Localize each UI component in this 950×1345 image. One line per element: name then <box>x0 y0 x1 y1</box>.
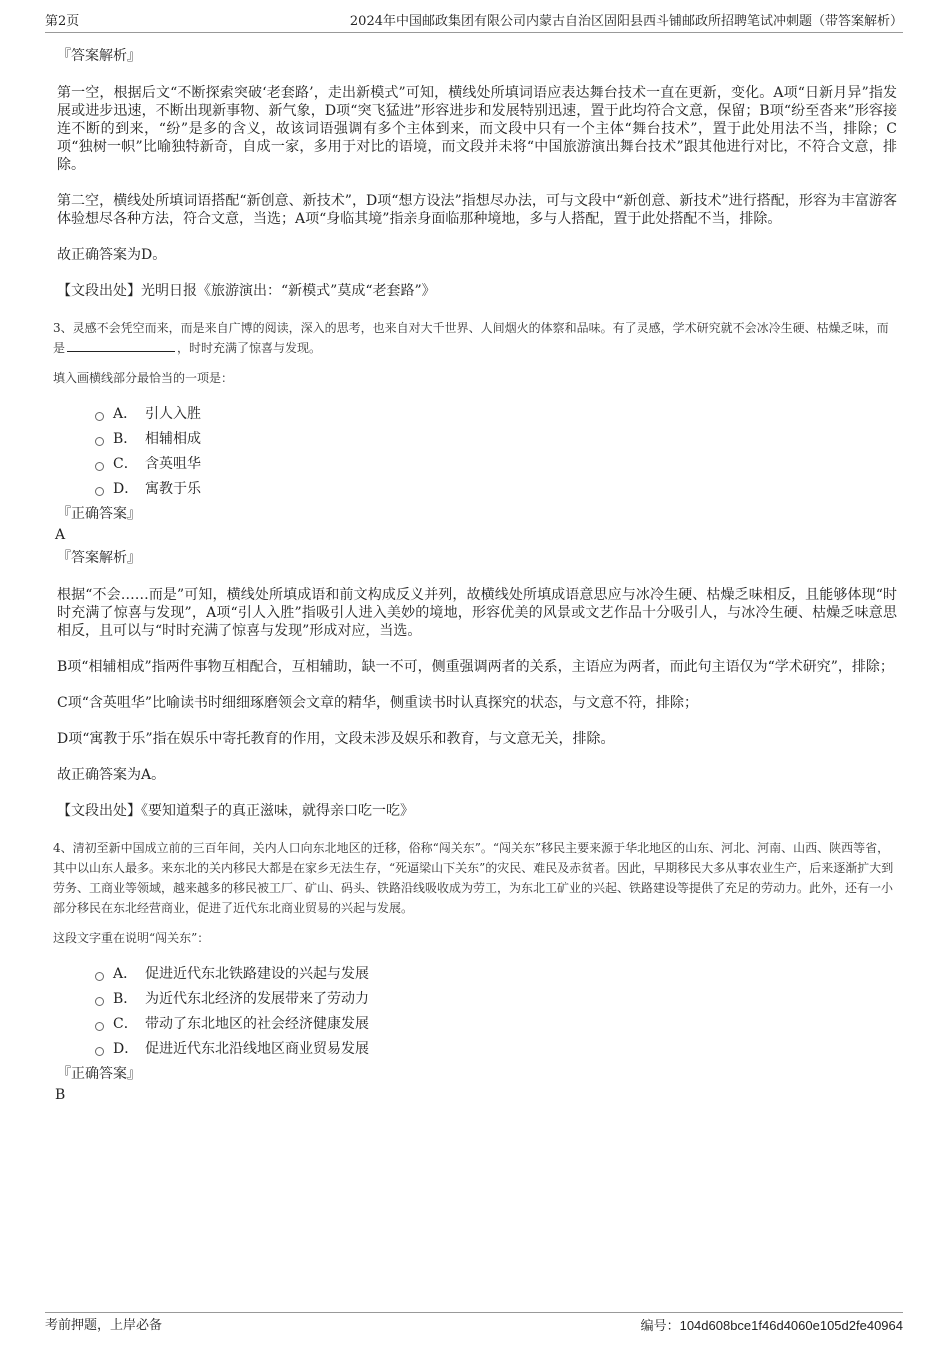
option-letter: C． <box>113 456 138 472</box>
radio-icon[interactable] <box>95 412 104 421</box>
q3-analysis-para-4: D项“寓教于乐”指在娱乐中寄托教育的作用，文段未涉及娱乐和教育，与文意无关，排除。 <box>57 731 615 747</box>
q3-stem <box>53 318 899 358</box>
document-title: 2024年中国邮政集团有限公司内蒙古自治区固阳县西斗铺邮政所招聘笔试冲刺题（带答案解析） <box>349 14 903 29</box>
q4-prompt: 这段文字重在说明“闯关东”： <box>53 931 210 945</box>
q2-analysis-para-1: 第一空，根据后文“不断探索突破‘老套路’，走出新模式”可知，横线处所填词语应表达舞台技术一直在更新，变化。A项“日新月异”指发展或进步迅速，不断出现新事物、新气象，D项“突飞猛进”形容进步和发展特别迅速，置于此均符合文意，保留；B项“纷至沓来”形容接连不断的到来，“纷”是多的含义，故该词语强调有多个主体到来，而文段中只有一个主体“舞台技术”，置于此处用法不当，排除；C项“独树一帜”比喻独特新奇，自成一家，多用于对比的语境，而文段并未将“中国旅游演出舞台技术”跟其他进行对比，不符合文意，排除。 <box>57 85 897 173</box>
q2-source <box>57 282 897 300</box>
radio-icon[interactable] <box>95 437 104 446</box>
q3-analysis-label: 『答案解析』 <box>57 550 141 566</box>
q3-analysis-para-1: 根据“不会……而是”可知，横线处所填成语和前文构成反义并列，故横线处所填成语意思应与冰冷生硬、枯燥乏味相反，且能够体现“时时充满了惊喜与发现”，A项“引人入胜”指吸引人进入美妙的境地，形容优美的风景或文艺作品十分吸引人，与冰冷生硬、枯燥乏味意思相反，且可以与“时时充满了惊喜与发现”形成对应，当选。 <box>57 587 897 639</box>
q3-option-d[interactable] <box>95 477 897 502</box>
option-text: 寓教于乐 <box>145 481 201 497</box>
option-text: 促进近代东北铁路建设的兴起与发展 <box>145 966 369 982</box>
option-text: 引人入胜 <box>145 406 201 422</box>
page-header <box>45 12 903 33</box>
q3-analysis-para-3: C项“含英咀华”比喻读书时细细琢磨领会文章的精华，侧重读书时认真探究的状态，与文意不符，排除； <box>57 695 699 711</box>
q3-stem-after: ，时时充满了惊喜与发现。 <box>177 341 322 355</box>
q3-source-label: 【文段出处】 <box>57 803 141 819</box>
option-text: 带动了东北地区的社会经济健康发展 <box>145 1016 369 1032</box>
q4-option-c[interactable] <box>95 1012 897 1037</box>
page-content <box>53 46 897 1108</box>
option-letter: B． <box>113 431 138 447</box>
page-footer <box>45 1312 903 1335</box>
footer-slogan: 考前押题，上岸必备 <box>45 1318 163 1333</box>
q2-analysis-para-2: 第二空，横线处所填词语搭配“新创意、新技术”，D项“想方设法”指想尽办法，可与文段中“新创意、新技术”进行搭配，形容为丰富游客体验想尽各种方法，符合文意，当选；A项“身临其境”指亲身面临那种境地，多与人搭配，置于此处搭配不当，排除。 <box>57 193 897 227</box>
q4-option-a[interactable] <box>95 962 897 987</box>
radio-icon[interactable] <box>95 462 104 471</box>
option-letter: D． <box>113 481 139 497</box>
q2-source-label: 【文段出处】 <box>57 283 141 299</box>
radio-icon[interactable] <box>95 997 104 1006</box>
option-text: 促进近代东北沿线地区商业贸易发展 <box>145 1041 369 1057</box>
q3-option-b[interactable] <box>95 427 897 452</box>
q2-analysis-para-3: 故正确答案为D。 <box>57 247 167 263</box>
q4-answer-label: 『正确答案』 <box>57 1066 141 1082</box>
radio-icon[interactable] <box>95 487 104 496</box>
option-text: 相辅相成 <box>145 431 201 447</box>
radio-icon[interactable] <box>95 972 104 981</box>
footer-doc-id: 编号：104d608bce1f46d4060e105d2fe40964 <box>640 1318 903 1333</box>
option-letter: A． <box>113 406 138 422</box>
q3-prompt: 填入画横线部分最恰当的一项是： <box>53 371 234 385</box>
q3-source <box>57 802 897 820</box>
q3-options <box>95 402 897 502</box>
q3-answer-label: 『正确答案』 <box>57 506 141 522</box>
q4-option-d[interactable] <box>95 1037 897 1062</box>
q4-answer: B <box>55 1087 66 1103</box>
q2-analysis-label: 『答案解析』 <box>57 48 141 64</box>
q4-option-b[interactable] <box>95 987 897 1012</box>
option-text: 为近代东北经济的发展带来了劳动力 <box>145 991 369 1007</box>
q4-options <box>95 962 897 1062</box>
page-number: 第2页 <box>45 14 80 29</box>
q3-source-text: 《要知道梨子的真正滋味，就得亲口吃一吃》 <box>141 803 414 819</box>
radio-icon[interactable] <box>95 1047 104 1056</box>
q3-option-a[interactable] <box>95 402 897 427</box>
option-letter: C． <box>113 1016 138 1032</box>
radio-icon[interactable] <box>95 1022 104 1031</box>
option-letter: B． <box>113 991 138 1007</box>
q3-analysis-para-5: 故正确答案为A。 <box>57 767 166 783</box>
option-letter: A． <box>113 966 138 982</box>
q3-answer: A <box>55 527 66 543</box>
q3-option-c[interactable] <box>95 452 897 477</box>
q3-analysis-para-2: B项“相辅相成”指两件事物互相配合，互相辅助，缺一不可，侧重强调两者的关系，主语应为两者，而此句主语仅为“学术研究”，排除； <box>57 659 894 675</box>
q2-source-text: 光明日报《旅游演出：“新模式”莫成“老套路”》 <box>141 283 436 299</box>
option-letter: D． <box>113 1041 139 1057</box>
q3-stem-before: 3、灵感不会凭空而来，而是来自广博的阅读，深入的思考，也来自对大千世界、人间烟火的体察和品味。有了灵感，学术研究就不会冰冷生硬、枯燥乏味，而是 <box>53 321 889 355</box>
option-text: 含英咀华 <box>145 456 201 472</box>
q3-blank <box>67 339 175 352</box>
q4-stem: 4、清初至新中国成立前的三百年间，关内人口向东北地区的迁移，俗称“闯关东”。“闯关东”移民主要来源于华北地区的山东、河北、河南、山西、陕西等省，其中以山东人最多。来东北的关内移民大都是在家乡无法生存，“死逼梁山下关东”的灾民、难民及赤贫者。因此，早期移民大多从事农业生产，后来逐渐扩大到劳务、工商业等领域，越来越多的移民被工厂、矿山、码头、铁路沿线吸收成为劳工，为东北工矿业的兴起、铁路建设等提供了充足的劳动力。此外，还有一小部分移民在东北经营商业，促进了近代东北商业贸易的兴起与发展。 <box>53 841 894 915</box>
